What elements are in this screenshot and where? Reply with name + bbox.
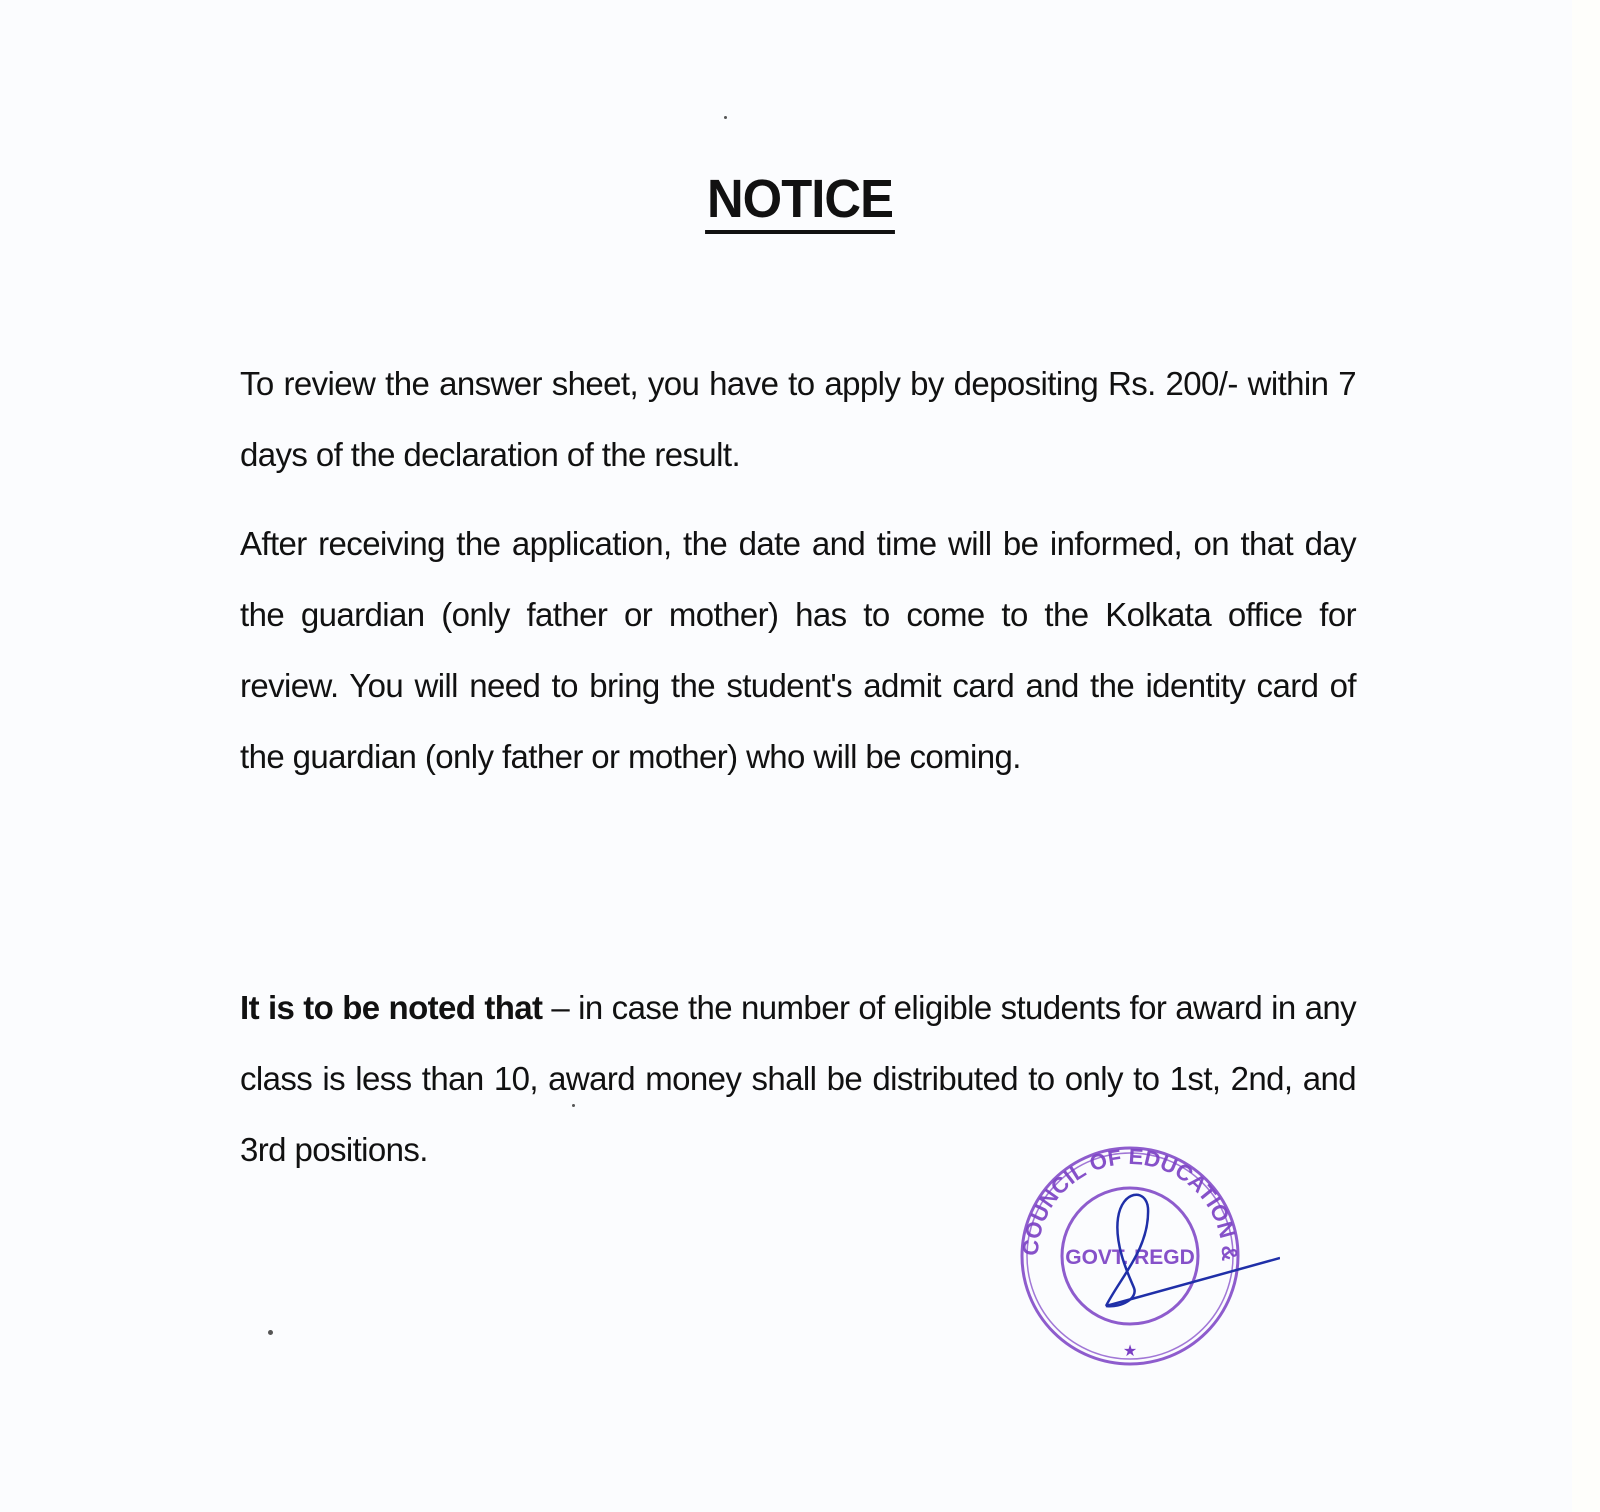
notice-title-container	[0, 168, 1600, 234]
notice-title: NOTICE	[705, 168, 895, 234]
paragraph-review-procedure: After receiving the application, the date and time will be informed, on that day the guardian (only father or mother) has to come to the Kolkata office for review. You will need to bring the student's admit card and the identity card of the guardian (only father or mother) who will be coming.	[240, 525, 1356, 775]
stamp-center-text: GOVT. REGD	[1065, 1246, 1195, 1269]
stamp-star-icon: ★	[1122, 1341, 1138, 1360]
speck	[572, 1104, 575, 1107]
note-text: – in case the number of eligible students for award in any class is less than 10, award money shall be distributed to only to 1st, 2nd, and 3rd positions.	[240, 989, 1356, 1168]
stamp-seal-icon	[1010, 1138, 1280, 1378]
speck	[268, 1330, 273, 1335]
stamp-outer-text: COUNCIL OF EDUCATION &	[1017, 1143, 1243, 1262]
official-stamp	[1010, 1138, 1280, 1378]
note-lead: It is to be noted that	[240, 989, 543, 1026]
speck	[724, 116, 727, 119]
paragraph-review-fee: To review the answer sheet, you have to apply by depositing Rs. 200/- within 7 days of the declaration of the result.	[240, 365, 1356, 473]
